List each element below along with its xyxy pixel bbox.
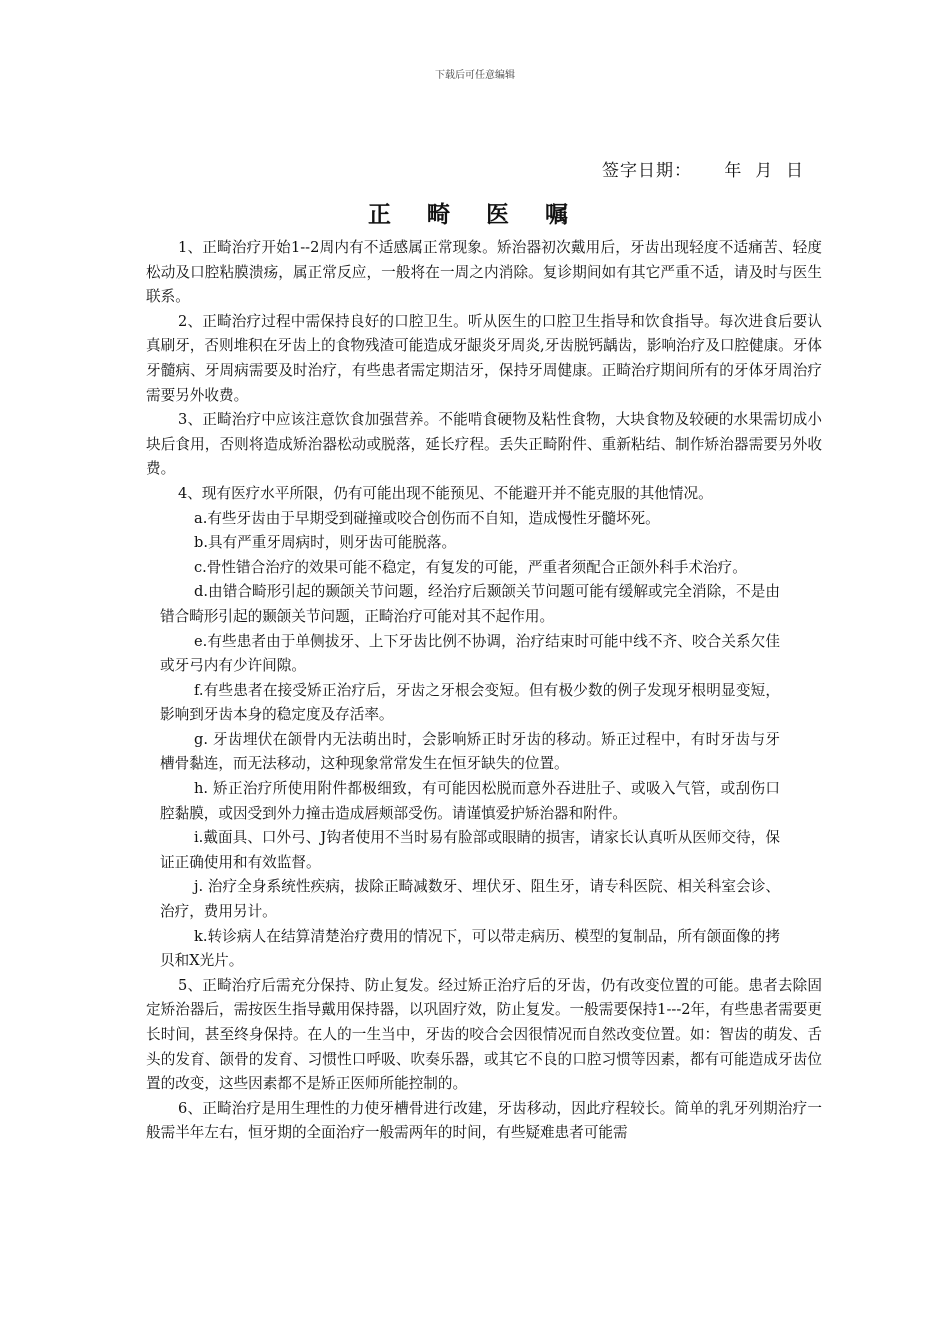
document-body (146, 236, 822, 1146)
paragraph-5: 5、正畸治疗后需充分保持、防止复发。经过矫正治疗后的牙齿，仍有改变位置的可能。患者去除固定矫治器后，需按医生指导戴用保持器，以巩固疗效，防止复发。一般需要保持1---2年，有些患者需要更长时间，甚至终身保持。在人的一生当中，牙齿的咬合会因很情况而自然改变位置。如：智齿的萌发、舌头的发育、颌骨的发育、习惯性口呼吸、吹奏乐器，或其它不良的口腔习惯等因素，都有可能造成牙齿位置的改变，这些因素都不是矫正医师所能控制的。 (146, 976, 822, 1093)
sub-item-j: j. 治疗全身系统性疾病，拔除正畸减数牙、埋伏牙、阻生牙，请专科医院、相关科室会诊、治疗，费用另计。 (160, 878, 780, 921)
document-title: 正 畸 医 嘱 (367, 201, 583, 228)
year-label: 年 (724, 161, 743, 181)
day-label: 日 (786, 161, 804, 181)
paragraph-6: 6、正畸治疗是用生理性的力使牙槽骨进行改建，牙齿移动，因此疗程较长。简单的乳牙列期治疗一般需半年左右，恒牙期的全面治疗一般需两年的时间，有些疑难患者可能需 (146, 1099, 822, 1142)
paragraph-3: 3、正畸治疗中应该注意饮食加强营养。不能啃食硬物及粘性食物，大块食物及较硬的水果需切成小块后食用，否则将造成矫治器松动或脱落，延长疗程。丢失正畸附件、重新粘结、制作矫治器需要另外收费。 (146, 411, 822, 478)
month-label: 月 (755, 161, 774, 181)
paragraph-2: 2、正畸治疗过程中需保持良好的口腔卫生。听从医生的口腔卫生指导和饮食指导。每次进食后要认真刷牙，否则堆积在牙齿上的食物残渣可能造成牙龈炎牙周炎,牙齿脱钙龋齿，影响治疗及口腔健康。牙体牙髓病、牙周病需要及时治疗，有些患者需定期洁牙，保持牙周健康。正畸治疗期间所有的牙体牙周治疗需要另外收费。 (146, 312, 822, 404)
paragraph-1: 1、正畸治疗开始1--2周内有不适感属正常现象。矫治器初次戴用后，牙齿出现轻度不适痛苦、轻度松动及口腔粘膜溃疡，属正常反应，一般将在一周之内消除。复诊期间如有其它严重不适，请及时与医生联系。 (146, 239, 822, 306)
sub-item-f: f.有些患者在接受矫正治疗后，牙齿之牙根会变短。但有极少数的例子发现牙根明显变短，影响到牙齿本身的稳定度及存活率。 (160, 681, 780, 724)
sub-item-g: g. 牙齿埋伏在颌骨内无法萌出时，会影响矫正时牙齿的移动。矫正过程中，有时牙齿与牙槽骨黏连，而无法移动，这种现象常常发生在恒牙缺失的位置。 (160, 730, 780, 773)
signature-date-label: 签字日期： (601, 161, 692, 181)
sub-item-d: d.由错合畸形引起的颞颌关节问题，经治疗后颞颌关节问题可能有缓解或完全消除，不是由错合畸形引起的颞颌关节问题，正畸治疗可能对其不起作用。 (160, 583, 780, 625)
sub-item-e: e.有些患者由于单侧拔牙、上下牙齿比例不协调，治疗结束时可能中线不齐、咬合关系欠佳或牙弓内有少许间隙。 (160, 632, 780, 675)
sub-item-c: c.骨性错合治疗的效果可能不稳定，有复发的可能，严重者须配合正颌外科手术治疗。 (194, 558, 747, 576)
sub-item-k: k.转诊病人在结算清楚治疗费用的情况下，可以带走病历、模型的复制品，所有颌面像的拷贝和X光片。 (160, 927, 780, 970)
sub-item-a: a.有些牙齿由于早期受到碰撞或咬合创伤而不自知，造成慢性牙髓坏死。 (194, 509, 660, 527)
signature-date-line (602, 156, 804, 181)
paragraph-4: 4、现有医疗水平所限，仍有可能出现不能预见、不能避开并不能克服的其他情况。 (178, 484, 713, 502)
sub-item-h: h. 矫正治疗所使用附件都极细致，有可能因松脱而意外吞进肚子、或吸入气管，或刮伤口腔黏膜，或因受到外力撞击造成唇颊部受伤。请谨慎爱护矫治器和附件。 (160, 780, 780, 822)
sub-item-b: b.具有严重牙周病时，则牙齿可能脱落。 (194, 534, 457, 552)
sub-item-i: i.戴面具、口外弓、J钩者使用不当时易有脸部或眼睛的损害，请家长认真听从医师交待，保证正确使用和有效监督。 (160, 829, 780, 871)
header-note: 下载后可任意编辑 (435, 70, 515, 81)
